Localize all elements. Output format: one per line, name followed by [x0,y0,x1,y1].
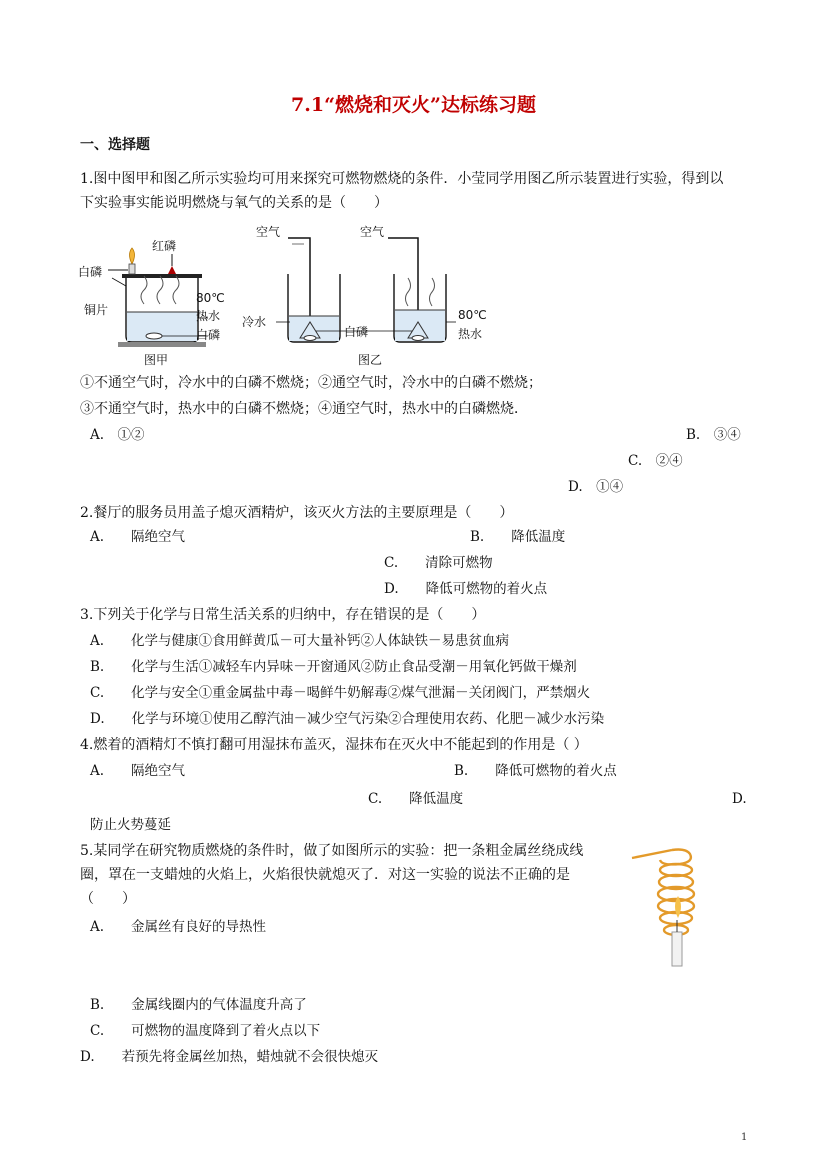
q5-option-c[interactable]: C. 可燃物的温度降到了着火点以下 [90,1023,321,1039]
q1-fact-line2: ③不通空气时，热水中的白磷不燃烧；④通空气时，热水中的白磷燃烧． [80,401,528,417]
fig-label-cold-water: 冷水 [242,315,267,329]
q3-option-b[interactable]: B. 化学与生活①减轻车内异味－开窗通风②防止食品受潮－用氧化钙做干燥剂 [90,659,577,675]
q5-stem-line1: 5.某同学在研究物质燃烧的条件时，做了如图所示的实验：把一条粗金属丝绕成线 [80,843,584,859]
q1-option-c[interactable]: C. ②④ [628,453,683,469]
q5-option-d[interactable]: D. 若预先将金属丝加热，蜡烛就不会很快熄灭 [80,1049,379,1065]
q2-option-b[interactable]: B. 降低温度 [470,529,566,545]
q5-stem-line3: （ ） [80,891,136,907]
q4-option-d-letter[interactable]: D. [732,791,747,807]
q4-option-b[interactable]: B. 降低可燃物的着火点 [454,763,617,779]
fig-label-white-p2: 白磷 [196,328,221,342]
fig-label-white-p3: 白磷 [344,325,369,339]
q1-option-b[interactable]: B. ③④ [686,427,741,443]
q5-option-b[interactable]: B. 金属线圈内的气体温度升高了 [90,997,307,1013]
section-heading: 一、选择题 [80,137,150,153]
q1-option-a[interactable]: A. ①② [90,427,145,443]
figure-yi [242,224,487,367]
q2-option-c[interactable]: C. 清除可燃物 [384,555,493,571]
q4-stem: 4.燃着的酒精灯不慎打翻可用湿抹布盖灭，湿抹布在灭火中不能起到的作用是（ ） [80,737,588,753]
fig-label-temp2: 80℃ [458,308,487,322]
fig-label-air1: 空气 [256,225,281,239]
q5-option-a[interactable]: A. 金属丝有良好的导热性 [90,919,267,935]
page-number: 1 [741,1132,748,1143]
q2-option-a[interactable]: A. 隔绝空气 [90,529,186,545]
q2-stem: 2.餐厅的服务员用盖子熄灭酒精炉，该灭火方法的主要原理是（ ） [80,505,514,521]
q3-stem: 3.下列关于化学与日常生活关系的归纳中，存在错误的是（ ） [80,607,486,623]
coil-candle-figure [628,836,712,968]
q1-stem-line1: 1.图中图甲和图乙所示实验均可用来探究可燃物燃烧的条件．小莹同学用图乙所示装置进行实验，得到以 [80,171,724,187]
q3-option-c[interactable]: C. 化学与安全①重金属盐中毒－喝鲜牛奶解毒②煤气泄漏－关闭阀门，严禁烟火 [90,685,591,701]
q1-stem-line2: 下实验事实能说明燃烧与氧气的关系的是（ ） [80,195,388,211]
fig-label-hot-water2: 热水 [458,327,483,341]
fig-label-red-p: 红磷 [152,239,177,253]
q3-option-d[interactable]: D. 化学与环境①使用乙醇汽油－减少空气污染②合理使用农药、化肥－减少水污染 [90,711,605,727]
q4-option-c[interactable]: C. 降低温度 [368,791,464,807]
page-title: 7.1“燃烧和灭火”达标练习题 [291,94,536,116]
fig-caption-jia: 图甲 [144,353,169,367]
figure-jia [78,238,225,367]
q4-option-a[interactable]: A. 隔绝空气 [90,763,186,779]
fig-caption-yi: 图乙 [358,353,383,367]
q4-option-d-text[interactable]: 防止火势蔓延 [90,817,171,833]
fig-label-copper: 铜片 [84,303,109,317]
fig-label-white-p: 白磷 [78,265,103,279]
q1-fact-line1: ①不通空气时，冷水中的白磷不燃烧；②通空气时，冷水中的白磷不燃烧； [80,375,542,391]
q3-option-a[interactable]: A. 化学与健康①食用鲜黄瓜－可大量补钙②人体缺铁－易患贫血病 [90,633,510,649]
q2-option-d[interactable]: D. 降低可燃物的着火点 [384,581,548,597]
fig-label-air2: 空气 [360,225,385,239]
q1-experiment-figure [78,218,498,370]
q1-option-d[interactable]: D. ①④ [568,479,624,495]
q5-stem-line2: 圈，罩在一支蜡烛的火焰上，火焰很快就熄灭了．对这一实验的说法不正确的是 [80,867,570,883]
fig-label-temp: 80℃ [196,291,225,305]
fig-label-hot-water: 热水 [196,309,221,323]
